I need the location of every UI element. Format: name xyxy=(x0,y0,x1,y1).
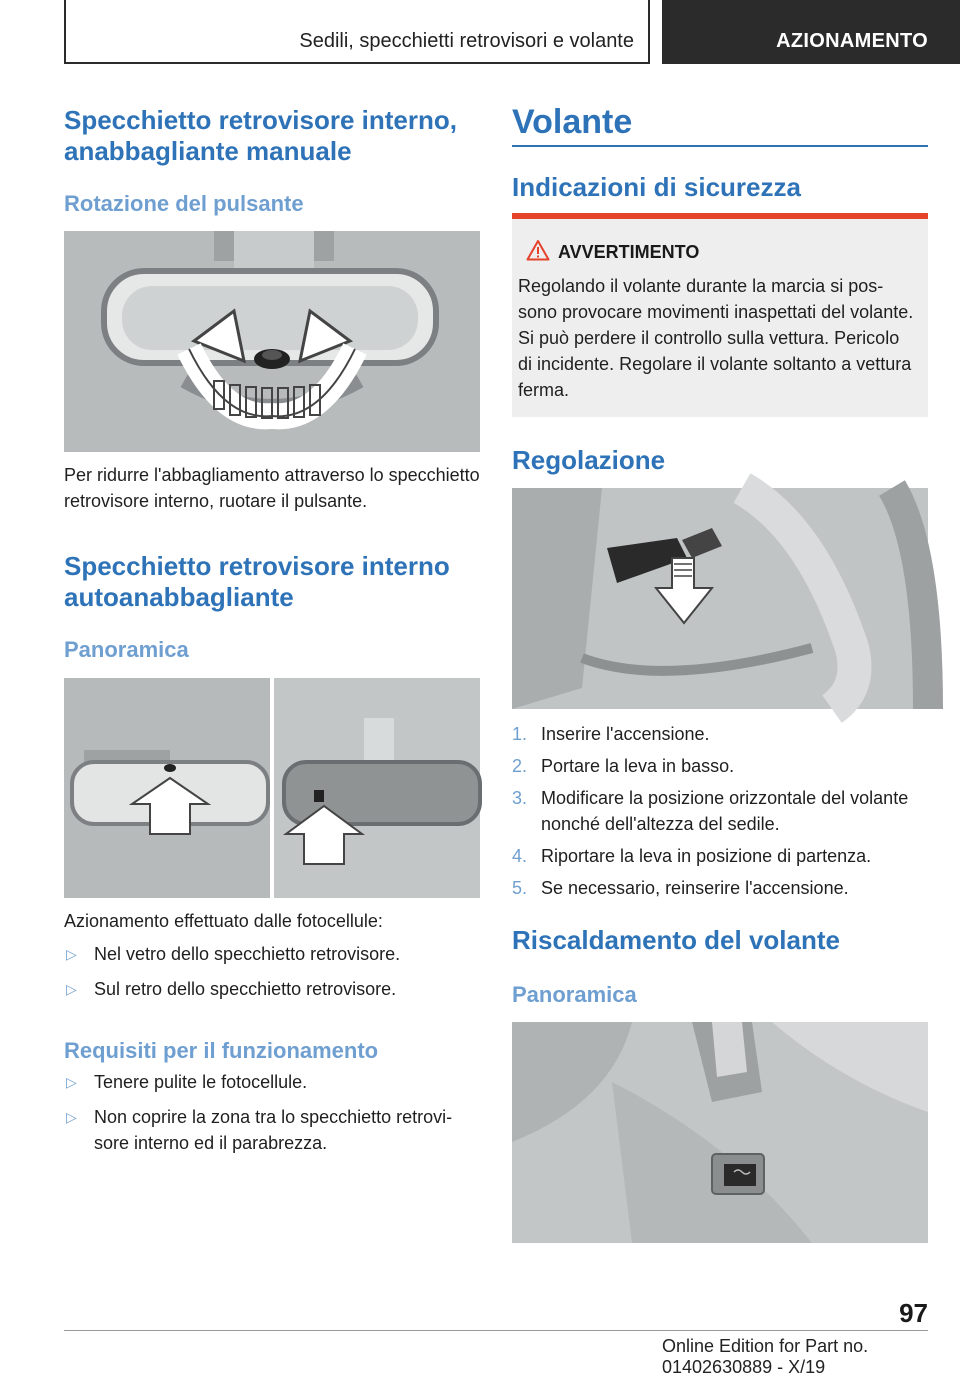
steering-heating-illustration xyxy=(512,1022,928,1243)
subheading-overview: Panoramica xyxy=(64,637,189,662)
title-rule xyxy=(512,145,928,147)
list-item: ▷ Tenere pulite le fotocellule. xyxy=(64,1069,480,1095)
header-section-tab xyxy=(64,0,650,64)
paragraph-rotation: Per ridurre l'abbagliamento attraverso lo specchietto retrovisore interno, ruotare il pulsante. xyxy=(64,465,480,511)
footer-edition: Online Edition for Part no. 01402630889 - X/19 xyxy=(662,1336,869,1377)
list-item: ▷ Nel vetro dello specchietto retrovisore. xyxy=(64,941,480,967)
list-item: 5. Se necessario, reinserire l'accensione. xyxy=(512,878,849,898)
requirements-list xyxy=(64,1069,480,1156)
list-item: ▷ Non coprire la zona tra lo specchietto retrovisore interno ed il parabrezza. xyxy=(64,1104,480,1156)
warning-label: AVVERTIMENTO xyxy=(558,242,700,262)
footer-rule xyxy=(64,1330,928,1331)
triangle-right-icon: ▷ xyxy=(66,946,77,962)
header-chapter-tab xyxy=(662,0,960,64)
heading-mirror-manual: Specchietto retrovisore interno, anabbagliante manuale xyxy=(64,105,457,166)
heading-adjust: Regolazione xyxy=(512,445,666,475)
subheading-requirements: Requisiti per il funzionamento xyxy=(64,1038,379,1063)
mirror-rotation-illustration xyxy=(64,231,480,452)
auto-dimming-mirror-illustration xyxy=(64,678,480,898)
subheading-rotation: Rotazione del pulsante xyxy=(64,191,304,216)
page-number: 97 xyxy=(899,1298,928,1328)
header-section-title: Sedili, specchietti retrovisori e volante xyxy=(299,30,634,52)
triangle-right-icon: ▷ xyxy=(66,1109,77,1125)
header-chapter-title: AZIONAMENTO xyxy=(776,30,928,52)
photocell-list xyxy=(64,941,480,1002)
list-item: 3. Modificare la posizione orizzontale del volante nonché dell'altezza del sedile. xyxy=(512,788,909,834)
list-item: ▷ Sul retro dello specchietto retrovisore. xyxy=(64,976,480,1002)
warning-text: Regolando il volante durante la marcia si possono provocare movimenti inaspettati del volante. Si può perdere il controllo sulla vettura. Pericolo di incidente. Regolare il volante soltanto a vettura ferma. xyxy=(518,276,914,400)
heading-safety: Indicazioni di sicurezza xyxy=(512,172,801,202)
list-item: 1. Inserire l'accensione. xyxy=(512,724,710,744)
warning-box xyxy=(512,219,928,417)
adjust-steps-list xyxy=(512,721,928,901)
paragraph-photocells: Azionamento effettuato dalle fotocellule: xyxy=(64,911,383,931)
list-item: 4. Riportare la leva in posizione di partenza. xyxy=(512,846,872,866)
triangle-right-icon: ▷ xyxy=(66,1074,77,1090)
list-item: 2. Portare la leva in basso. xyxy=(512,756,735,776)
page-title: Volante xyxy=(512,103,633,141)
triangle-right-icon: ▷ xyxy=(66,981,77,997)
heading-mirror-auto: Specchietto retrovisore interno autoanabbagliante xyxy=(64,551,450,612)
subheading-heating-overview: Panoramica xyxy=(512,982,637,1007)
steering-lever-illustration xyxy=(512,488,928,709)
heading-heating: Riscaldamento del volante xyxy=(512,925,840,955)
warning-triangle-icon xyxy=(526,239,550,261)
